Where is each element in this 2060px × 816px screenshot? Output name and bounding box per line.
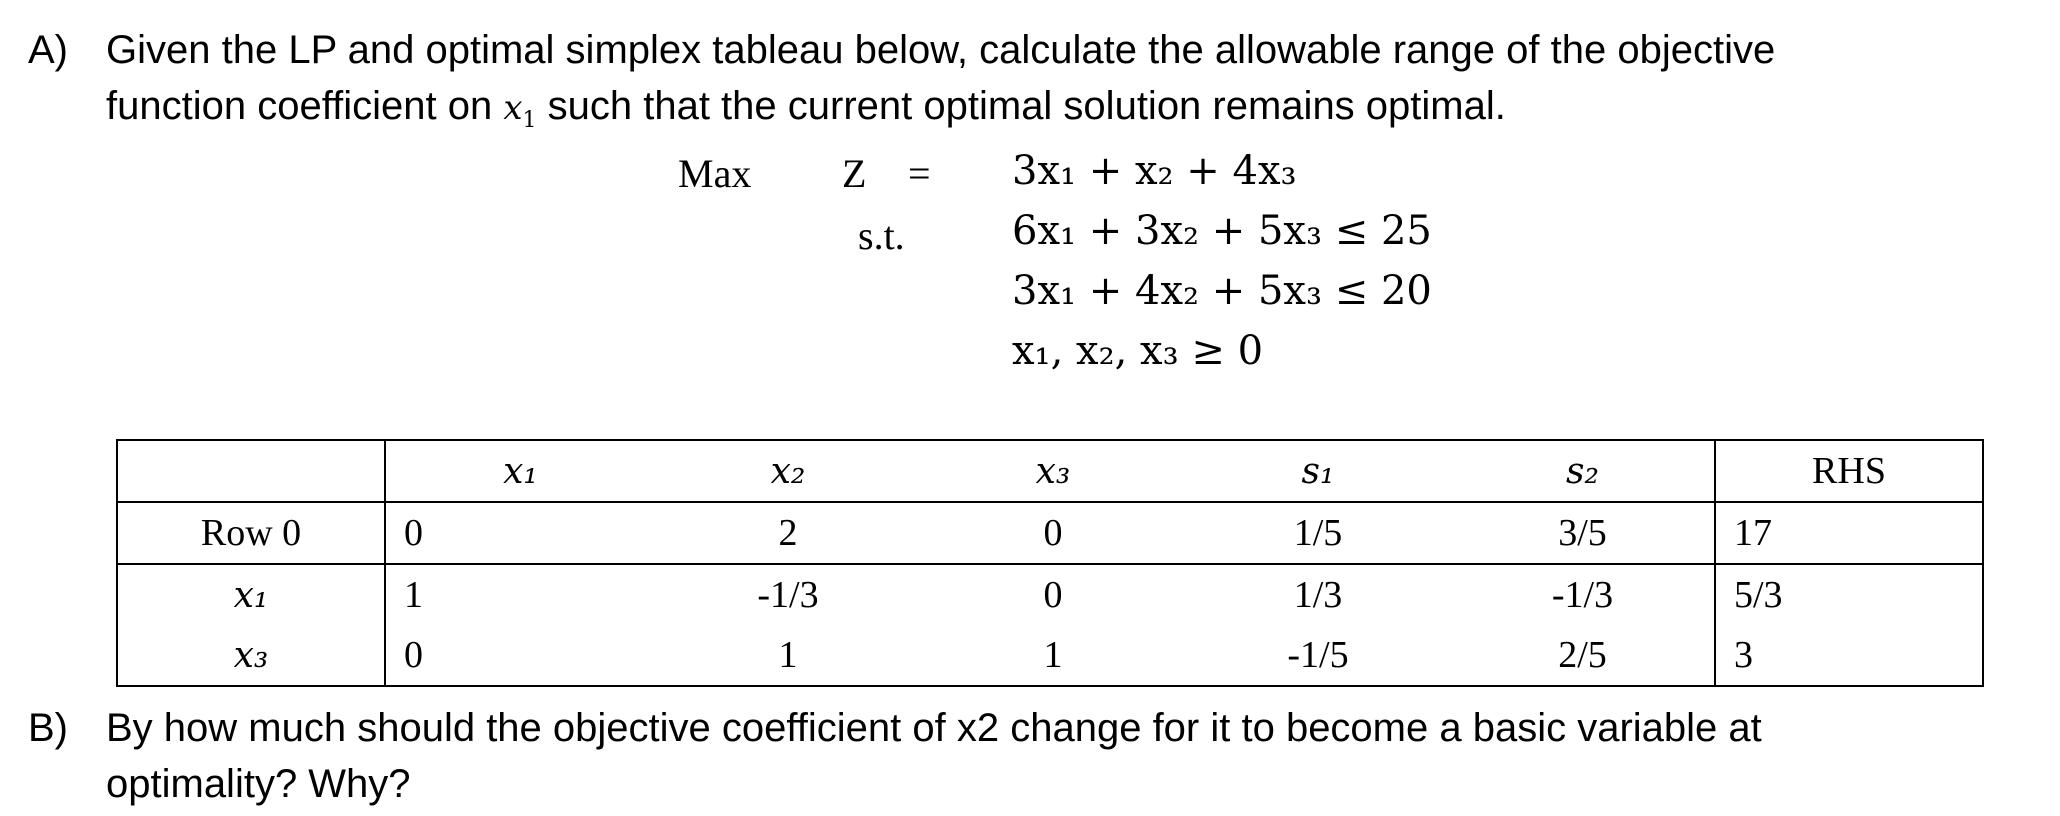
- question-a-line2-post: such that the current optimal solution remains optimal.: [536, 84, 1506, 128]
- simplex-tableau: [116, 439, 1984, 687]
- cell: -1/5: [1185, 625, 1451, 686]
- cell-rhs: 5/3: [1715, 564, 1983, 625]
- question-b-letter: B): [28, 706, 68, 750]
- cell-rhs: 3: [1715, 625, 1983, 686]
- constraint-1: 6x₁ + 3x₂ + 5x₃ ≤ 25: [1012, 208, 1432, 254]
- cell: 0: [385, 625, 655, 686]
- cell: 1: [921, 625, 1185, 686]
- header-x1: x₁: [385, 440, 655, 502]
- question-a-line2-pre: function coefficient on: [106, 84, 504, 128]
- tableau-row-0: [117, 502, 1983, 564]
- cell: 1/5: [1185, 502, 1451, 564]
- cell: 2/5: [1451, 625, 1715, 686]
- header-rhs: RHS: [1715, 440, 1983, 502]
- question-b-line2: optimality? Why?: [106, 762, 411, 806]
- row-label: x₁: [117, 564, 385, 625]
- x1-variable: $x_1$: [503, 88, 537, 133]
- question-a-letter: A): [28, 28, 68, 72]
- cell: -1/3: [1551, 574, 1614, 616]
- cell: 2: [655, 502, 921, 564]
- question-b-line1: By how much should the objective coefficient of x2 change for it to become a basic variable at: [106, 706, 1762, 750]
- cell: -1/3: [757, 574, 819, 616]
- cell-rhs: 17: [1715, 502, 1983, 564]
- question-b-text: [106, 700, 2056, 812]
- question-a-line1: Given the LP and optimal simplex tableau below, calculate the allowable range of the objective: [106, 28, 1776, 72]
- cell: 0: [1043, 574, 1063, 616]
- tableau-row-x3: [117, 625, 1983, 686]
- max-label: Max: [678, 151, 752, 196]
- header-s1: s₁: [1185, 440, 1451, 502]
- row-label: Row 0: [117, 502, 385, 564]
- equals-sign: =: [908, 151, 931, 196]
- tableau-row-x1: [117, 564, 1983, 625]
- cell: 1: [385, 564, 655, 625]
- z-label: Z: [842, 151, 867, 196]
- question-a-line2: [106, 78, 2056, 149]
- header-corner: [117, 440, 385, 502]
- st-label: s.t.: [858, 213, 905, 258]
- cell: 1: [655, 625, 921, 686]
- row-label: x₃: [117, 625, 385, 686]
- question-a-text: [106, 22, 2056, 149]
- header-x3: x₃: [921, 440, 1185, 502]
- cell: 0: [921, 502, 1185, 564]
- objective-expression: 3x₁ + x₂ + 4x₃: [1012, 148, 1297, 194]
- header-x2: x₂: [655, 440, 921, 502]
- cell: 0: [385, 502, 655, 564]
- tableau-header-row: [117, 440, 1983, 502]
- header-s2: s₂: [1451, 440, 1715, 502]
- nonnegativity-constraint: x₁, x₂, x₃ ≥ 0: [1012, 328, 1264, 374]
- cell: 1/3: [1293, 574, 1343, 616]
- cell: 3/5: [1451, 502, 1715, 564]
- constraint-2: 3x₁ + 4x₂ + 5x₃ ≤ 20: [1012, 268, 1432, 314]
